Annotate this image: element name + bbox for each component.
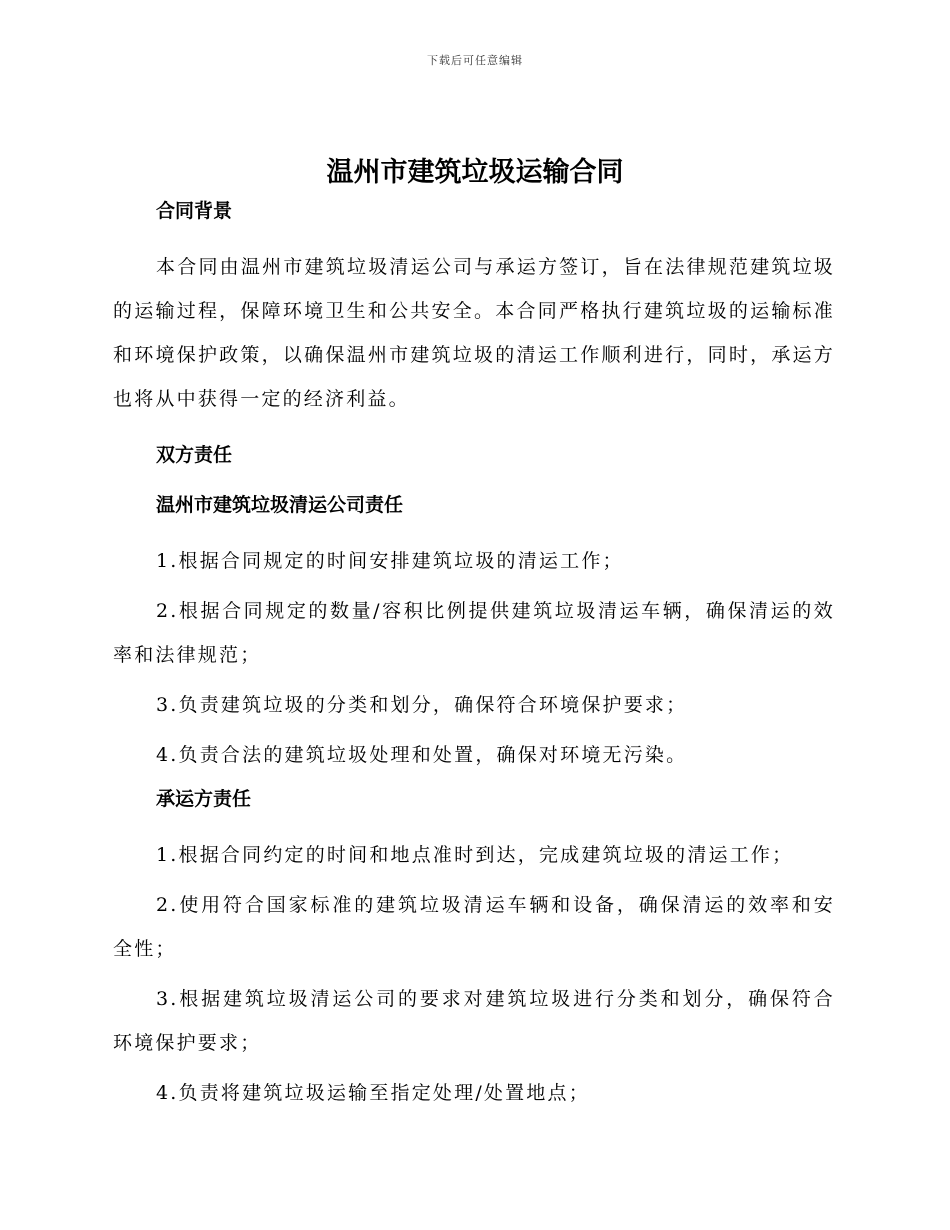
carrier-item-1: 1.根据合同约定的时间和地点准时到达，完成建筑垃圾的清运工作；	[156, 844, 794, 866]
section-heading-duties: 双方责任	[156, 444, 233, 466]
carrier-item-2: 2.使用符合国家标准的建筑垃圾清运车辆和设备，确保清运的效率和安全性；	[113, 894, 835, 960]
company-item-3: 3.负责建筑垃圾的分类和划分，确保符合环境保护要求；	[156, 694, 688, 716]
company-item-1: 1.根据合同规定的时间安排建筑垃圾的清运工作；	[156, 550, 624, 572]
background-paragraph: 本合同由温州市建筑垃圾清运公司与承运方签订，旨在法律规范建筑垃圾的运输过程，保障环境卫生和公共安全。本合同严格执行建筑垃圾的运输标准和环境保护政策，以确保温州市建筑垃圾的清运工作顺利进行，同时，承运方也将从中获得一定的经济利益。	[113, 256, 835, 410]
section-heading-company: 温州市建筑垃圾清运公司责任	[156, 494, 404, 516]
document-body	[113, 195, 835, 1121]
carrier-item-4: 4.负责将建筑垃圾运输至指定处理/处置地点；	[156, 1082, 590, 1104]
header-note: 下载后可任意编辑	[427, 54, 523, 67]
company-item-4: 4.负责合法的建筑垃圾处理和处置，确保对环境无污染。	[156, 744, 688, 766]
section-heading-carrier: 承运方责任	[156, 788, 252, 810]
section-heading-background: 合同背景	[156, 200, 233, 222]
carrier-item-3: 3.根据建筑垃圾清运公司的要求对建筑垃圾进行分类和划分，确保符合环境保护要求；	[113, 988, 835, 1054]
document-title: 温州市建筑垃圾运输合同	[326, 157, 624, 188]
company-item-2: 2.根据合同规定的数量/容积比例提供建筑垃圾清运车辆，确保清运的效率和法律规范；	[113, 600, 835, 666]
